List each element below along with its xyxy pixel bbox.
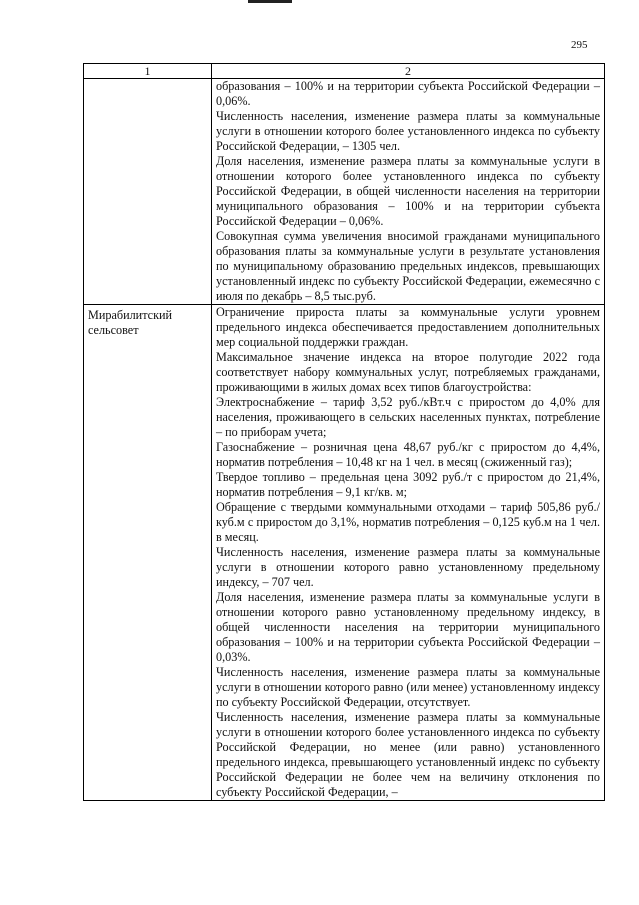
region-name-cell: Мирабилитский сельсовет bbox=[84, 305, 212, 801]
paragraph: Газоснабжение – розничная цена 48,67 руб./кг с приростом до 4,4%, норматив потребления – 10,48 кг на 1 чел. в месяц (сжиженный газ); bbox=[216, 440, 600, 469]
paragraph: Доля населения, изменение размера платы за коммунальные услуги в отношении которого более установленного индекса по субъекту Российской Федерации, в общей численности населения на территории муниципального образования – 100% и на территории субъекта Российской Федерации – 0,06%. bbox=[216, 154, 600, 228]
table-row bbox=[84, 305, 605, 801]
paragraph: Численность населения, изменение размера платы за коммунальные услуги в отношении которого равно установленному предельному индексу, – 707 чел. bbox=[216, 545, 600, 589]
paragraph: образования – 100% и на территории субъекта Российской Федерации – 0,06%. bbox=[216, 79, 600, 108]
paragraph: Численность населения, изменение размера платы за коммунальные услуги в отношении которого более установленного индекса по субъекту Российской Федерации, но менее (или равно) установленного предельного индекса, превышающего установленный индекс по субъекту Российской Федерации не более чем на величину отклонения по субъекту Российской Федерации, – bbox=[216, 710, 600, 799]
paragraph: Электроснабжение – тариф 3,52 руб./кВт.ч с приростом до 4,0% для населения, проживающего в сельских населенных пунктах, потребление – по приборам учета; bbox=[216, 395, 600, 439]
region-name-cell bbox=[84, 79, 212, 305]
page-number: 295 bbox=[571, 39, 588, 51]
column-header-1: 1 bbox=[84, 64, 212, 79]
paragraph: Обращение с твердыми коммунальными отходами – тариф 505,86 руб./куб.м с приростом до 3,1%, норматив потребления – 0,125 куб.м на 1 чел. в месяц. bbox=[216, 500, 600, 544]
paragraph: Максимальное значение индекса на второе полугодие 2022 года соответствует набору коммунальных услуг, потребляемых гражданами, проживающими в жилых домах всех типов благоустройства: bbox=[216, 350, 600, 394]
paragraph: Численность населения, изменение размера платы за коммунальные услуги в отношении которого более установленного индекса по субъекту Российской Федерации, – 1305 чел. bbox=[216, 109, 600, 153]
paragraph: Ограничение прироста платы за коммунальные услуги уровнем предельного индекса обеспечивается предоставлением дополнительных мер социальной поддержки граждан. bbox=[216, 305, 600, 349]
table-header-row bbox=[84, 64, 605, 79]
paragraph: Численность населения, изменение размера платы за коммунальные услуги в отношении которого равно (или менее) установленному индексу по субъекту Российской Федерации, отсутствует. bbox=[216, 665, 600, 709]
document-table bbox=[83, 63, 605, 801]
paragraph: Совокупная сумма увеличения вносимой гражданами муниципального образования платы за коммунальные услуги в результате установления по муниципальному образованию предельных индексов, превышающих установленный индекс по субъекту Российской Федерации, ежемесячно с июля по декабрь – 8,5 тыс.руб. bbox=[216, 229, 600, 303]
table-row bbox=[84, 79, 605, 305]
content-cell bbox=[212, 79, 605, 305]
content-cell bbox=[212, 305, 605, 801]
column-header-2: 2 bbox=[212, 64, 605, 79]
paragraph: Доля населения, изменение размера платы за коммунальные услуги в отношении которого равно установленному предельному индексу, в общей численности населения на территории муниципального образования – 100% и на территории субъекта Российской Федерации – 0,03%. bbox=[216, 590, 600, 664]
paragraph: Твердое топливо – предельная цена 3092 руб./т с приростом до 21,4%, норматив потребления – 9,1 кг/кв. м; bbox=[216, 470, 600, 499]
scan-edge-mark bbox=[248, 0, 292, 3]
